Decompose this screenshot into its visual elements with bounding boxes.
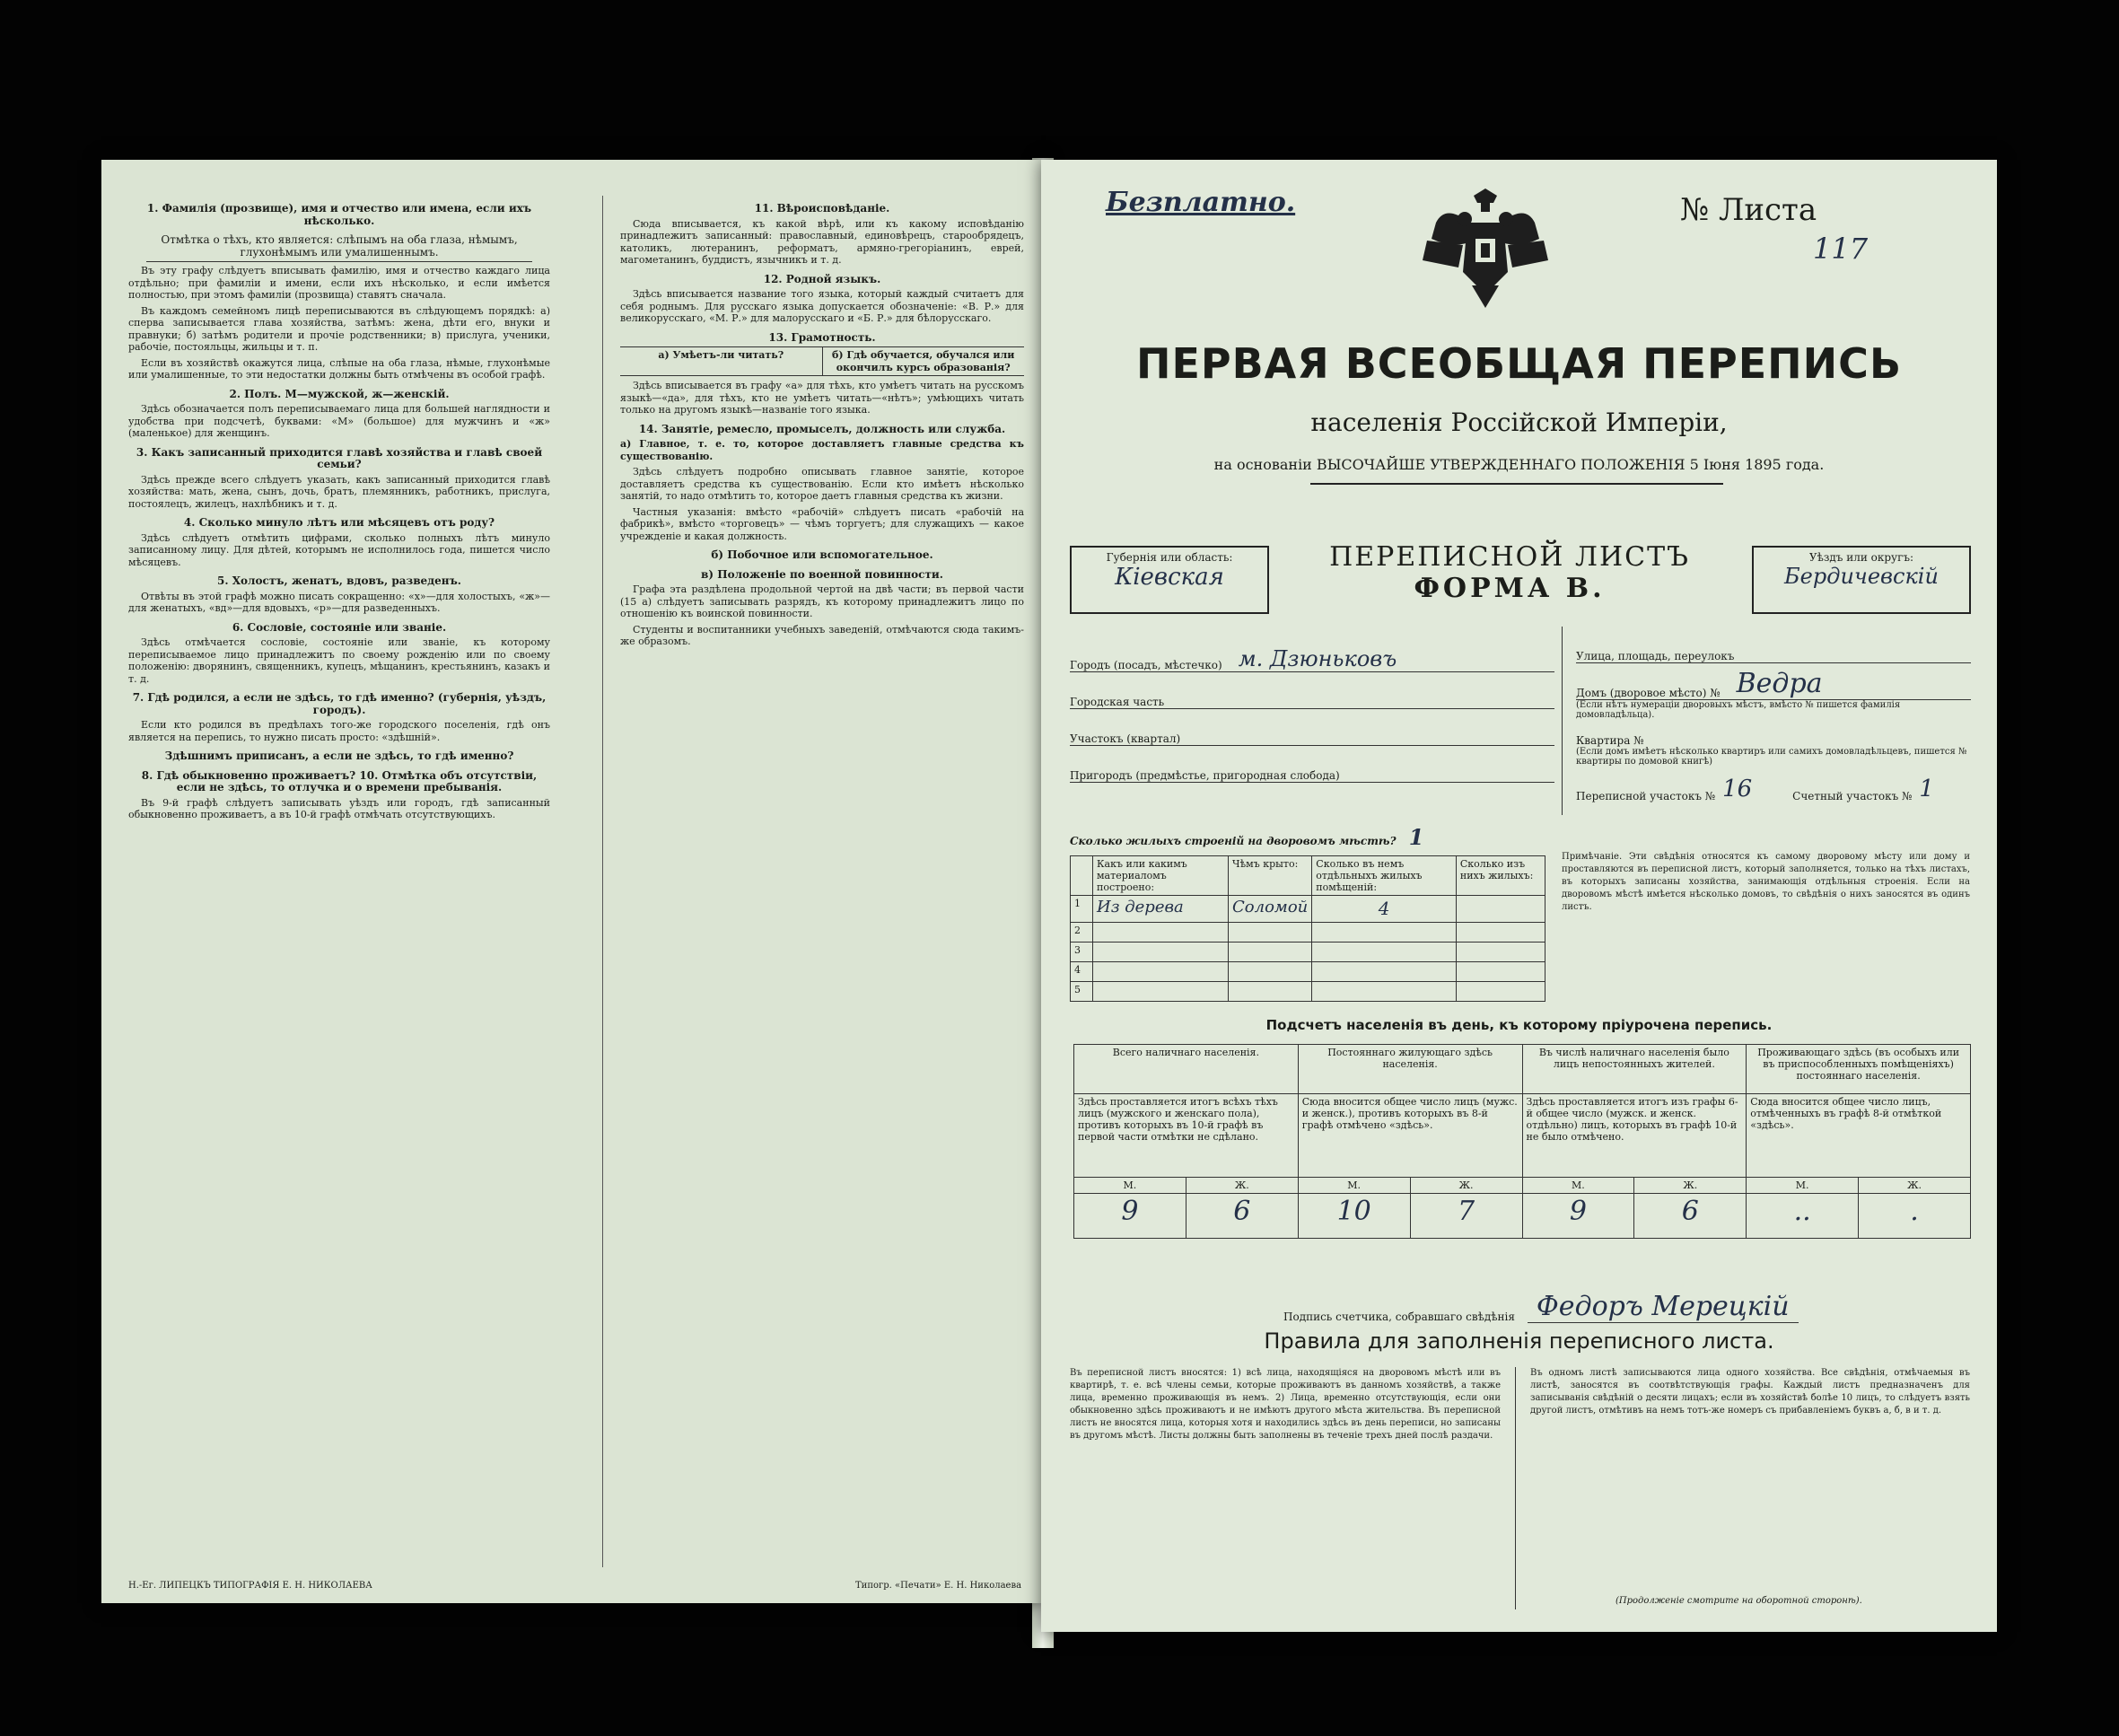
section-heading: 7. Гдѣ родился, а если не здѣсь, то гдѣ именно? (губернія, уѣздъ, городъ). bbox=[132, 691, 547, 716]
section-heading: 11. Вѣроисповѣданіе. bbox=[754, 202, 890, 215]
section-text: Здѣсь вписывается название того языка, который каждый считаетъ для себя роднымъ. Для русскаго языка допускается обозначеніе: «В. Р.» для великорусскаго, «М. Р.» для малорусскаго и «Б. Р.» для бѣлорусскаго. bbox=[620, 288, 1024, 324]
section-text: Здѣсь слѣдуетъ подробно описывать главное занятіе, которое доставляетъ средства къ существованію. Если кто имѣетъ нѣсколько занятій, то надо отмѣтить то, которое даетъ главныя средства къ жизни. bbox=[620, 466, 1024, 502]
table-row: 4 bbox=[1071, 962, 1545, 982]
table-row: 5 bbox=[1071, 982, 1545, 1002]
double-headed-eagle-icon bbox=[1418, 187, 1553, 312]
buildings-question-value: 1 bbox=[1408, 824, 1424, 850]
enumerator-label: Подпись счетчика, собравшаго свѣдѣнія bbox=[1283, 1311, 1515, 1323]
summary-text-row: Здѣсь проставляется итогъ всѣхъ тѣхъ лицъ (мужского и женскаго пола), противъ которыхъ въ 10-й графѣ въ первой части отмѣтки не сдѣлано. Сюда вносится общее число лицъ (мужс. и женск.), противъ которыхъ въ 8-й графѣ отмѣчено «здѣсь». Здѣсь проставляется итогъ изъ графы 6-й общее число (мужск. и женск. отдѣльно) лицъ, которыхъ въ графѣ 10-й не было отмѣчено. Сюда вносится общее число лицъ, отмѣченныхъ въ графѣ 8-й отмѣткой «здѣсь». bbox=[1074, 1094, 1971, 1178]
enum-district-value: 16 bbox=[1722, 776, 1753, 802]
house-value: Ведра bbox=[1736, 668, 1823, 699]
section-text: Въ каждомъ семейномъ лицѣ переписываются въ слѣдующемъ порядкѣ: а) сперва записывается глава хозяйства, затѣмъ: жена, дѣти его, внуки и правнуки; б) затѣмъ родители и прочіе родственники; в) прислуга, ученики, рабочіе, постояльцы, жильцы и т. п. bbox=[128, 304, 550, 353]
section-text: Отвѣты въ этой графѣ можно писать сокращенно: «х»—для холостыхъ, «ж»—для женатыхъ, «вд»—для вдовыхъ, «р»—для разведенныхъ. bbox=[128, 590, 550, 614]
suburb-label: Пригородъ (предмѣстье, пригородная слобода) bbox=[1070, 769, 1340, 782]
enumeration-field bbox=[1576, 767, 1971, 802]
table-row: 3 bbox=[1071, 943, 1545, 962]
table-row: 2 bbox=[1071, 923, 1545, 943]
rules-column-1: Въ переписной листъ вносятся: 1) всѣ лица, находящіяся на дворовомъ мѣстѣ или въ квартирѣ, т. е. всѣ члены семьи, которые проживаютъ въ данномъ хозяйствѣ, а также лица, временно проживающія въ немъ. 2) Лица, временно отсутствующія, если они обыкновенно здѣсь проживаютъ и не имѣютъ другого мѣста жительства. Въ переписной листъ не вносятся лица, которыя хотя и находились здѣсь въ день переписи, но записаны въ другомъ мѣстѣ. Листы должны быть заполнены въ теченіе трехъ дней послѣ раздачи. bbox=[1070, 1368, 1501, 1441]
section-text: Графа эта раздѣлена продольной чертой на двѣ части; въ первой части (15 а) слѣдуетъ записывать разрядъ, къ которому принадлежитъ лицо по отношенію къ воинской повинности. bbox=[620, 583, 1024, 619]
summary-values-row: 9 6 10 7 9 6 .. . bbox=[1074, 1194, 1971, 1239]
section-text: Въ эту графу слѣдуетъ вписывать фамилію, имя и отчество каждаго лица отдѣльно; при фамиліи и имени, если ихъ нѣсколько, и если имѣется полностью, при этомъ фамиліи (прозвища) ставятъ сначала. bbox=[128, 265, 550, 301]
left-page-footer-2: Типогр. «Печати» Е. Н. Николаева bbox=[855, 1581, 1022, 1591]
rules-column-2: Въ одномъ листѣ записываются лица одного хозяйства. Все свѣдѣнія, отмѣчаемыя въ листѣ, заносятся въ соотвѣтствующія графы. Каждый листъ предназначенъ для записыванія свѣдѣній о десяти лицахъ; если въ хозяйствѣ болѣе 10 лицъ, то слѣдуетъ взять другой листъ, отмѣтивъ на немъ тотъ-же номеръ съ прибавленіемъ буквъ а, б, в и т. д. bbox=[1530, 1368, 1970, 1416]
summary-header-row bbox=[1074, 1045, 1971, 1094]
section-heading: 8. Гдѣ обыкновенно проживаетъ? 10. Отмѣтка объ отсутствіи, если не здѣсь, то отлучка и о времени пребыванія. bbox=[141, 768, 538, 793]
sheet-number-value: 117 bbox=[1813, 232, 1869, 266]
section-heading: 5. Холостъ, женатъ, вдовъ, разведенъ. bbox=[217, 574, 461, 587]
left-page-footer: Н.-Ег. ЛИПЕЦКЪ ТИПОГРАФІЯ Е. Н. НИКОЛАЕВА bbox=[128, 1581, 372, 1591]
precinct-field bbox=[1070, 709, 1554, 746]
section-heading: 4. Сколько минуло лѣтъ или мѣсяцевъ отъ роду? bbox=[183, 516, 495, 529]
table-header: Сколько въ немъ отдѣльныхъ жилыхъ помѣщеній: bbox=[1312, 856, 1457, 896]
district-value: Бердичевскій bbox=[1784, 564, 1939, 589]
city-field bbox=[1070, 636, 1554, 672]
left-page bbox=[101, 160, 1046, 1603]
summary-sex-row: М. Ж. М. Ж. М. Ж. М. Ж. bbox=[1074, 1178, 1971, 1194]
section-heading: Здѣшнимъ приписанъ, а если не здѣсь, то гдѣ именно? bbox=[164, 750, 514, 762]
summary-col-head: Въ числѣ наличнаго населенія было лицъ непостоянныхъ жителей. bbox=[1522, 1045, 1747, 1094]
apartment-note: (Если домъ имѣетъ нѣсколько квартиръ или самихъ домовладѣльцевъ, пишется № квартиры по домовой книгѣ) bbox=[1576, 747, 1967, 767]
buildings-note: Примѣчаніе. Эти свѣдѣнія относятся къ самому дворовому мѣсту или дому и проставляются въ переписной листъ, который заполняется, только на тѣхъ листахъ, въ которыхъ записаны хозяйства, занимающія отдѣльныя строенія. Если на дворовомъ мѣстѣ имѣется нѣсколько домовъ, то свѣдѣнія о нихъ заносятся въ одинъ листъ. bbox=[1562, 852, 1970, 912]
house-field bbox=[1576, 663, 1971, 699]
suburb-field bbox=[1070, 746, 1554, 783]
rules-title: Правила для заполненія переписного листа. bbox=[1264, 1328, 1774, 1354]
table-header: Сколько изъ нихъ жилыхъ: bbox=[1456, 856, 1545, 896]
section-subheading: Отмѣтка о тѣхъ, кто является: слѣпымъ на оба глаза, нѣмымъ, глухонѣмымъ или умалишеннымъ. bbox=[161, 233, 518, 259]
city-value: м. Дзюньковъ bbox=[1238, 646, 1397, 671]
section-heading: 13. Грамотность. bbox=[768, 330, 876, 344]
section-heading: 3. Какъ записанный приходится главѣ хозяйства и главѣ своей семьи? bbox=[136, 445, 543, 470]
form-title-block bbox=[1276, 541, 1743, 604]
city-part-label: Городская часть bbox=[1070, 696, 1165, 708]
section-heading: в) Положеніе по военной повинности. bbox=[701, 567, 943, 581]
literacy-subheads bbox=[620, 346, 1024, 376]
table-header-row bbox=[1071, 856, 1545, 896]
section-text: Въ 9-й графѣ слѣдуетъ записывать уѣздъ или городъ, гдѣ записанный обыкновенно проживаетъ, а въ 10-й графѣ отмѣчать отсутствующихъ. bbox=[128, 796, 550, 820]
enumerator-signature-field bbox=[1283, 1291, 1799, 1323]
census-main-title: ПЕРВАЯ ВСЕОБЩАЯ ПЕРЕПИСЬ bbox=[1135, 339, 1903, 388]
section-text: Здѣсь отмѣчается сословіе, состояніе или званіе, къ которому переписываемое лицо принадлежитъ по своему рожденію или по своему положенію: дворянинъ, священникъ, купецъ, мѣщанинъ, крестьянинъ, казакъ и т. д. bbox=[128, 636, 550, 685]
counting-district-label: Счетный участокъ № bbox=[1792, 790, 1913, 802]
street-label: Улица, площадь, переулокъ bbox=[1576, 650, 1735, 662]
buildings-question bbox=[1070, 824, 1423, 850]
district-box bbox=[1752, 546, 1971, 614]
section-text: Если въ хозяйствѣ окажутся лица, слѣпые на оба глаза, нѣмые, глухонѣмые или умалишенные, то эти недостатки должны быть отмѣчены въ особой графѣ. bbox=[128, 356, 550, 381]
city-label: Городъ (посадъ, мѣстечко) bbox=[1070, 659, 1222, 671]
section-text: Студенты и воспитанники учебныхъ заведеній, отмѣчаются сюда такимъ-же образомъ. bbox=[620, 623, 1024, 647]
province-box bbox=[1070, 546, 1269, 614]
summary-col-head: Постояннаго жилующаго здѣсь населенія. bbox=[1298, 1045, 1522, 1094]
section-text: Если кто родился въ предѣлахъ того-же городского поселенія, гдѣ онъ является на перепись, то нужно писать просто: «здѣшній». bbox=[128, 719, 550, 743]
section-heading: 2. Полъ. М—мужской, ж—женскій. bbox=[229, 387, 450, 400]
table-row: 1 Из дерева Соломой 4 bbox=[1071, 896, 1545, 923]
literacy-a-label: а) Умѣетъ-ли читать? bbox=[620, 347, 823, 375]
enum-district-label: Переписной участокъ № bbox=[1576, 790, 1716, 802]
section-text: Сюда вписывается, къ какой вѣрѣ, или къ какому исповѣданію принадлежитъ записанный: православный, единовѣрецъ, старообрядецъ, католикъ, лютеранинъ, реформатъ, армяно-грегоріанинъ, еврей, магометанинъ, буддистъ, язычникъ и т. д. bbox=[620, 217, 1024, 266]
section-text: Здѣсь обозначается полъ переписываемаго лица для большей наглядности и удобства при подсчетѣ, буквами: «М» (большое) для мужчинъ и «ж» (маленькое) для женщинъ. bbox=[128, 403, 550, 439]
house-label: Домъ (дворовое мѣсто) № bbox=[1576, 687, 1721, 699]
section-text: Здѣсь вписывается въ графу «а» для тѣхъ, кто умѣетъ читать на русскомъ языкѣ—«да», для тѣхъ, кто не умѣетъ читать—«нѣтъ»; умѣющихъ читать только на другомъ языкѣ—названіе того языка. bbox=[620, 380, 1024, 416]
summary-table bbox=[1073, 1044, 1971, 1239]
buildings-question-label: Сколько жилыхъ строеній на дворовомъ мѣстѣ? bbox=[1070, 835, 1397, 847]
section-heading: 14. Занятіе, ремесло, промыселъ, должность или служба. bbox=[638, 422, 1006, 435]
summary-col-head: Всего наличнаго населенія. bbox=[1074, 1045, 1299, 1094]
column-divider bbox=[602, 196, 603, 1567]
table-header: Чѣмъ крыто: bbox=[1229, 856, 1312, 896]
census-subtitle: населенія Россійской Имперіи, bbox=[1310, 408, 1728, 437]
address-left bbox=[1070, 636, 1554, 783]
left-column-1 bbox=[128, 196, 550, 825]
summary-title: Подсчетъ населенія въ день, къ которому пріурочена перепись. bbox=[1265, 1017, 1773, 1033]
summary-col-head: Проживающаго здѣсь (въ особыхъ или въ приспособленныхъ помѣщеніяхъ) постояннаго населенія. bbox=[1747, 1045, 1971, 1094]
form-title: ПЕРЕПИСНОЙ ЛИСТЪ bbox=[1329, 541, 1690, 573]
section-text: Здѣсь прежде всего слѣдуетъ указать, какъ записанный приходится главѣ хозяйства: мать, жена, сынъ, дочь, братъ, племянникъ, работникъ, прислуга, постоялецъ, жилецъ, нахлѣбникъ и т. д. bbox=[128, 473, 550, 510]
form-code: ФОРМА В. bbox=[1414, 573, 1606, 604]
section-subheading: а) Главное, т. е. то, которое доставляетъ главные средства къ существованію. bbox=[620, 438, 1024, 462]
left-column-2 bbox=[620, 196, 1024, 652]
census-legal-basis: на основаніи ВЫСОЧАЙШЕ УТВЕРЖДЕННАГО ПОЛОЖЕНІЯ 5 Іюня 1895 года. bbox=[1213, 456, 1825, 473]
table-header: Какъ или какимъ материаломъ построено: bbox=[1093, 856, 1229, 896]
province-label: Губернія или область: bbox=[1106, 551, 1233, 564]
free-label: Безплатно. bbox=[1106, 187, 1296, 218]
house-note: (Если нѣтъ нумераціи дворовыхъ мѣстъ, вмѣсто № пишется фамилія домовладѣльца). bbox=[1576, 699, 1971, 720]
section-heading: 12. Родной языкъ. bbox=[763, 272, 881, 285]
rules-continued-note: (Продолженіе смотрите на оборотной сторонѣ). bbox=[1616, 1596, 1862, 1606]
section-text: Частныя указанія: вмѣсто «рабочій» слѣдуетъ писать «рабочій на фабрикѣ», вмѣсто «торговецъ» — чѣмъ торгуетъ; для служащихъ — какое учрежденіе и какая должность. bbox=[620, 505, 1024, 542]
buildings-table bbox=[1070, 855, 1545, 1002]
section-heading: б) Побочное или вспомогательное. bbox=[711, 548, 933, 561]
district-label: Уѣздъ или округъ: bbox=[1808, 551, 1914, 564]
sheet-number-label: № Листа bbox=[1680, 192, 1817, 228]
census-form-page bbox=[1041, 160, 1997, 1632]
province-value: Кіевская bbox=[1115, 564, 1224, 591]
counting-district-value: 1 bbox=[1919, 776, 1934, 802]
street-field bbox=[1576, 636, 1971, 663]
precinct-label: Участокъ (квартал) bbox=[1070, 732, 1181, 745]
apartment-field bbox=[1576, 720, 1971, 747]
city-part-field bbox=[1070, 672, 1554, 709]
enumerator-signature: Федоръ Мерецкій bbox=[1528, 1291, 1799, 1323]
section-heading: 1. Фамилія (прозвище), имя и отчество или имена, если ихъ нѣсколько. bbox=[146, 202, 532, 227]
section-text: Здѣсь слѣдуетъ отмѣтить цифрами, сколько полныхъ лѣтъ минуло записанному лицу. Для дѣтей, которымъ не исполнилось года, пишется число мѣсяцевъ. bbox=[128, 531, 550, 568]
section-heading: 6. Сословіе, состояніе или званіе. bbox=[232, 620, 447, 634]
literacy-b-label: б) Гдѣ обучается, обучался или окончилъ курсъ образованія? bbox=[832, 349, 1015, 373]
apartment-label: Квартира № bbox=[1576, 734, 1644, 747]
address-right bbox=[1576, 636, 1971, 802]
